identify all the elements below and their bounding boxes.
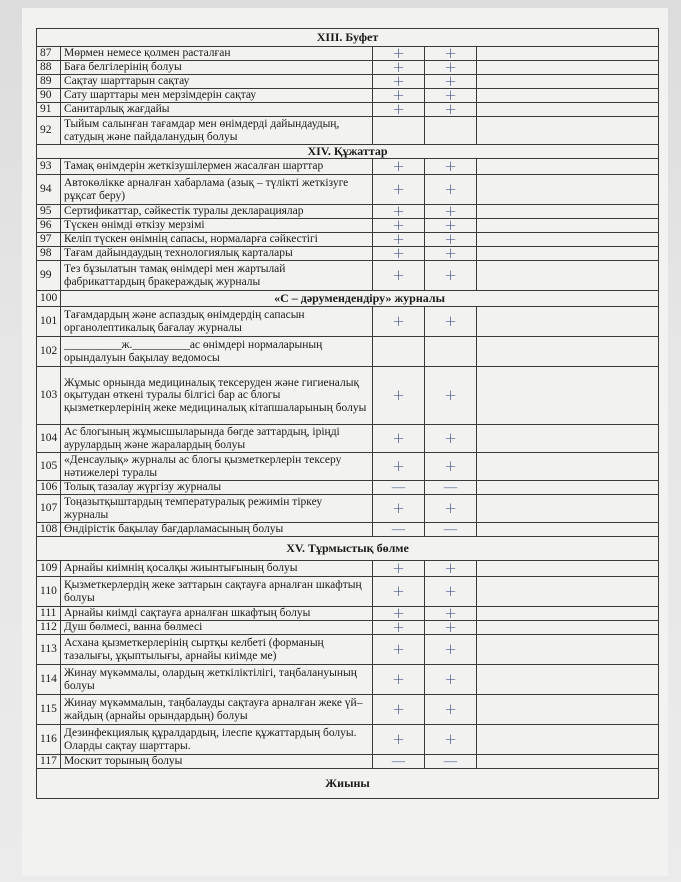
mark-column-1: +: [373, 425, 425, 453]
mark-column-2: +: [425, 61, 477, 75]
mark-column-1: +: [373, 621, 425, 635]
mark-column-1: +: [373, 635, 425, 665]
row-item-text: Қызметкерлердің жеке заттарын сақтауға арналған шкафтың болуы: [61, 577, 373, 607]
row-item-text: Тоңазытқыштардың температуралық режимін тіркеу журналы: [61, 495, 373, 523]
mark-column-1: +: [373, 695, 425, 725]
empty-cell: [477, 695, 659, 725]
mark-column-1: +: [373, 233, 425, 247]
empty-cell: [477, 205, 659, 219]
checklist-row: [37, 233, 659, 247]
row-number: 94: [37, 175, 61, 205]
mark-column-1: +: [373, 205, 425, 219]
row-number: 111: [37, 607, 61, 621]
empty-cell: [477, 577, 659, 607]
mark-column-1: +: [373, 247, 425, 261]
mark-column-1: +: [373, 61, 425, 75]
section-title: «С – дәрумендендіру» журналы: [61, 291, 659, 307]
empty-cell: [477, 337, 659, 367]
row-number: 100: [37, 291, 61, 307]
mark-column-1: +: [373, 495, 425, 523]
row-item-text: __________ж.__________ас өнімдері нормаларының орындалуын бақылау ведомосы: [61, 337, 373, 367]
mark-column-2: +: [425, 561, 477, 577]
row-item-text: Тағамдардың және аспаздық өнімдердің сапасын органолептикалық бағалау журналы: [61, 307, 373, 337]
section-header-row: [37, 29, 659, 47]
row-number: 103: [37, 367, 61, 425]
mark-column-2: +: [425, 425, 477, 453]
row-item-text: Сертификаттар, сәйкестік туралы декларациялар: [61, 205, 373, 219]
checklist-row: [37, 425, 659, 453]
row-item-text: «Денсаулық» журналы ас блогы қызметкерлерін тексеру нәтижелері туралы: [61, 453, 373, 481]
checklist-row: [37, 635, 659, 665]
row-item-text: Дезинфекциялық құралдардың, ілеспе құжаттардың болуы. Оларды сақтау шарттары.: [61, 725, 373, 755]
row-item-text: Москит торының болуы: [61, 755, 373, 769]
empty-cell: [477, 607, 659, 621]
empty-cell: [477, 425, 659, 453]
row-number: 105: [37, 453, 61, 481]
checklist-row: [37, 261, 659, 291]
mark-column-1: +: [373, 725, 425, 755]
row-number: 98: [37, 247, 61, 261]
empty-cell: [477, 233, 659, 247]
mark-column-2: +: [425, 607, 477, 621]
mark-column-1: [373, 337, 425, 367]
empty-cell: [477, 367, 659, 425]
checklist-row: [37, 481, 659, 495]
empty-cell: [477, 61, 659, 75]
checklist-row: [37, 665, 659, 695]
row-item-text: Автокөлікке арналған хабарлама (азық – түлікті жеткізуге рұқсат беру): [61, 175, 373, 205]
checklist-row: [37, 103, 659, 117]
numbered-section-row: [37, 291, 659, 307]
mark-column-2: +: [425, 159, 477, 175]
mark-column-2: +: [425, 247, 477, 261]
row-number: 91: [37, 103, 61, 117]
row-item-text: Жұмыс орнында медициналық тексеруден және гигиеналық оқытудан өткені туралы білгісі бар ас блогы қызметкерлерінің жеке медициналық кітапшаларының болуы: [61, 367, 373, 425]
checklist-row: [37, 725, 659, 755]
checklist-row: [37, 453, 659, 481]
mark-column-2: +: [425, 233, 477, 247]
mark-column-2: [425, 117, 477, 145]
row-number: 102: [37, 337, 61, 367]
row-item-text: Арнайы киімді сақтауға арналған шкафтың болуы: [61, 607, 373, 621]
row-item-text: Сату шарттары мен мерзімдерін сақтау: [61, 89, 373, 103]
mark-column-1: +: [373, 175, 425, 205]
row-item-text: Асхана қызметкерлерінің сыртқы келбеті (форманың тазалығы, ұқыптылығы, арнайы киімде ме): [61, 635, 373, 665]
row-number: 114: [37, 665, 61, 695]
mark-column-2: +: [425, 495, 477, 523]
mark-column-2: +: [425, 307, 477, 337]
row-number: 90: [37, 89, 61, 103]
checklist-row: [37, 367, 659, 425]
mark-column-2: +: [425, 635, 477, 665]
mark-column-2: +: [425, 219, 477, 233]
empty-cell: [477, 175, 659, 205]
mark-column-1: +: [373, 261, 425, 291]
mark-column-1: +: [373, 561, 425, 577]
mark-column-2: +: [425, 175, 477, 205]
row-item-text: Сақтау шарттарын сақтау: [61, 75, 373, 89]
row-number: 113: [37, 635, 61, 665]
row-number: 96: [37, 219, 61, 233]
row-item-text: Толық тазалау жүргізу журналы: [61, 481, 373, 495]
section-title: XV. Тұрмыстық бөлме: [37, 537, 659, 561]
mark-column-2: +: [425, 261, 477, 291]
checklist-row: [37, 205, 659, 219]
row-number: 107: [37, 495, 61, 523]
mark-column-1: +: [373, 665, 425, 695]
mark-column-1: +: [373, 367, 425, 425]
row-number: 115: [37, 695, 61, 725]
mark-column-2: +: [425, 725, 477, 755]
mark-column-2: [425, 337, 477, 367]
mark-column-2: —: [425, 523, 477, 537]
mark-column-1: +: [373, 307, 425, 337]
row-number: 104: [37, 425, 61, 453]
section-title: XIV. Құжаттар: [37, 145, 659, 159]
mark-column-2: +: [425, 205, 477, 219]
section-header-row: [37, 537, 659, 561]
section-title: Жиыны: [37, 769, 659, 799]
row-number: 95: [37, 205, 61, 219]
empty-cell: [477, 261, 659, 291]
row-number: 101: [37, 307, 61, 337]
row-item-text: Жинау мүкәммалы, олардың жеткіліктілігі, таңбалануының болуы: [61, 665, 373, 695]
empty-cell: [477, 495, 659, 523]
mark-column-1: —: [373, 481, 425, 495]
empty-cell: [477, 117, 659, 145]
row-number: 89: [37, 75, 61, 89]
row-number: 99: [37, 261, 61, 291]
mark-column-2: +: [425, 367, 477, 425]
checklist-row: [37, 117, 659, 145]
checklist-row: [37, 755, 659, 769]
mark-column-1: +: [373, 159, 425, 175]
checklist-row: [37, 247, 659, 261]
row-number: 110: [37, 577, 61, 607]
row-item-text: Келіп түскен өнімнің сапасы, нормаларға сәйкестігі: [61, 233, 373, 247]
row-item-text: Тыйым салынған тағамдар мен өнімдерді дайындаудың, сатудың және пайдаланудың болуы: [61, 117, 373, 145]
row-item-text: Ас блогының жұмысшыларында бөгде заттардың, іріңді аурулардың және жаралардың болуы: [61, 425, 373, 453]
checklist-body: [37, 29, 659, 799]
empty-cell: [477, 453, 659, 481]
section-header-row: [37, 145, 659, 159]
mark-column-2: —: [425, 755, 477, 769]
mark-column-1: —: [373, 523, 425, 537]
empty-cell: [477, 307, 659, 337]
row-item-text: Тамақ өнімдерін жеткізушілермен жасалған шарттар: [61, 159, 373, 175]
section-title: XIII. Буфет: [37, 29, 659, 47]
checklist-row: [37, 47, 659, 61]
empty-cell: [477, 635, 659, 665]
empty-cell: [477, 247, 659, 261]
row-item-text: Мөрмен немесе қолмен расталған: [61, 47, 373, 61]
row-number: 116: [37, 725, 61, 755]
row-number: 93: [37, 159, 61, 175]
row-number: 112: [37, 621, 61, 635]
empty-cell: [477, 47, 659, 61]
row-item-text: Баға белгілерінің болуы: [61, 61, 373, 75]
mark-column-2: +: [425, 89, 477, 103]
mark-column-2: +: [425, 695, 477, 725]
empty-cell: [477, 75, 659, 89]
checklist-row: [37, 89, 659, 103]
row-number: 92: [37, 117, 61, 145]
mark-column-2: —: [425, 481, 477, 495]
empty-cell: [477, 621, 659, 635]
checklist-row: [37, 61, 659, 75]
inspection-checklist-table: [36, 28, 659, 799]
checklist-row: [37, 561, 659, 577]
row-item-text: Тез бұзылатын тамақ өнімдері мен жартылай фабрикаттардың бракераждық журналы: [61, 261, 373, 291]
checklist-row: [37, 75, 659, 89]
mark-column-1: +: [373, 75, 425, 89]
row-number: 117: [37, 755, 61, 769]
mark-column-2: +: [425, 103, 477, 117]
row-item-text: Душ бөлмесі, ванна бөлмесі: [61, 621, 373, 635]
mark-column-1: +: [373, 453, 425, 481]
empty-cell: [477, 523, 659, 537]
mark-column-2: +: [425, 47, 477, 61]
mark-column-1: +: [373, 577, 425, 607]
empty-cell: [477, 725, 659, 755]
empty-cell: [477, 481, 659, 495]
mark-column-1: +: [373, 219, 425, 233]
checklist-row: [37, 219, 659, 233]
checklist-row: [37, 307, 659, 337]
checklist-row: [37, 607, 659, 621]
row-item-text: Өндірістік бақылау бағдарламасының болуы: [61, 523, 373, 537]
mark-column-1: —: [373, 755, 425, 769]
checklist-row: [37, 621, 659, 635]
checklist-row: [37, 159, 659, 175]
row-item-text: Арнайы киімнің қосалқы жиынтығының болуы: [61, 561, 373, 577]
checklist-row: [37, 523, 659, 537]
empty-cell: [477, 219, 659, 233]
mark-column-1: +: [373, 607, 425, 621]
mark-column-1: +: [373, 89, 425, 103]
empty-cell: [477, 665, 659, 695]
mark-column-2: +: [425, 453, 477, 481]
row-number: 108: [37, 523, 61, 537]
mark-column-1: +: [373, 103, 425, 117]
checklist-row: [37, 495, 659, 523]
checklist-row: [37, 337, 659, 367]
empty-cell: [477, 159, 659, 175]
row-number: 97: [37, 233, 61, 247]
row-item-text: Жинау мүкәммалын, таңбалауды сақтауға арналған жеке үй–жайдың (арнайы орындардың) болуы: [61, 695, 373, 725]
checklist-row: [37, 175, 659, 205]
row-item-text: Санитарлық жағдайы: [61, 103, 373, 117]
checklist-row: [37, 577, 659, 607]
mark-column-2: +: [425, 621, 477, 635]
row-number: 87: [37, 47, 61, 61]
row-number: 88: [37, 61, 61, 75]
row-number: 109: [37, 561, 61, 577]
mark-column-2: +: [425, 75, 477, 89]
mark-column-2: +: [425, 577, 477, 607]
mark-column-2: +: [425, 665, 477, 695]
empty-cell: [477, 89, 659, 103]
empty-cell: [477, 103, 659, 117]
empty-cell: [477, 561, 659, 577]
checklist-row: [37, 695, 659, 725]
row-item-text: Түскен өнімді өткізу мерзімі: [61, 219, 373, 233]
mark-column-1: +: [373, 47, 425, 61]
row-item-text: Тағам дайындаудың технологиялық карталары: [61, 247, 373, 261]
section-header-row: [37, 769, 659, 799]
row-number: 106: [37, 481, 61, 495]
mark-column-1: [373, 117, 425, 145]
empty-cell: [477, 755, 659, 769]
